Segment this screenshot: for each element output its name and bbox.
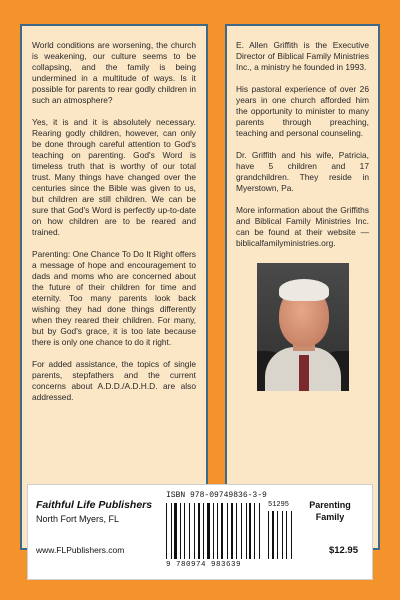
barcode-gap — [229, 503, 230, 559]
ean-digits: 9 780974 983639 — [166, 561, 242, 569]
addon-bar — [277, 511, 278, 559]
barcode-gap — [182, 503, 183, 559]
publisher-block — [36, 499, 166, 524]
barcode-gap — [247, 503, 248, 559]
author-bio-panel — [225, 24, 380, 550]
barcode-gap — [196, 503, 197, 559]
barcode-gap — [168, 503, 170, 559]
isbn-text: ISBN 978-09749836-3-9 — [166, 491, 267, 500]
barcode-gap — [237, 503, 240, 559]
barcode-gap — [191, 503, 194, 559]
barcode-bar — [171, 503, 172, 559]
synopsis-paragraph-1: World conditions are worsening, the church is weakening, our culture seems to be collapsing, and the family is being undermined in a multitude of ways. Is it possible for parents to rear godly children in such an atmosphere? — [32, 40, 196, 105]
synopsis-paragraph-3: Parenting: One Chance To Do It Right offers a message of hope and encouragement to dads and moms who are concerned about the future of their children for time and eternity. Too many parents look back wishing they had done things differently when they reared their children. For many, but by God's grace, it is too late because there is only one chance to do it right. — [32, 249, 196, 347]
ean-bars — [166, 503, 264, 559]
barcode-bar — [198, 503, 200, 559]
addon-bar — [268, 511, 269, 559]
barcode-bar — [254, 503, 255, 559]
addon-gap — [288, 511, 290, 559]
barcode-bar — [189, 503, 190, 559]
addon-gap — [279, 511, 281, 559]
synopsis-paragraph-2: Yes, it is and it is absolutely necessary. Rearing godly children, however, can only be done through careful attention to God's teaching on parenting. God's Word is timeless truth that is worthy of our total trust. Many things have changed over the centuries since the Bible was given to us, but children are still children. We can be sure that God's Word is perfectly up-to-date on how children are to be reared and trained. — [32, 117, 196, 237]
addon-bar — [286, 511, 287, 559]
addon-bar — [291, 511, 292, 559]
barcode-gap — [224, 503, 227, 559]
addon-gap — [275, 511, 276, 559]
addon-bar — [282, 511, 283, 559]
barcode-gap — [211, 503, 212, 559]
bio-paragraph-1: E. Allen Griffith is the Executive Director of Biblical Family Ministries Inc., a ministry he founded in 1993. — [236, 40, 369, 72]
category-label: Parenting Family — [309, 500, 351, 522]
synopsis-paragraph-4: For added assistance, the topics of single parents, stepfathers and the current concerns about A.D.D./A.D.H.D. are also addressed. — [32, 359, 196, 402]
publisher-location: North Fort Myers, FL — [36, 514, 120, 524]
barcode-bar — [194, 503, 195, 559]
barcode-gap — [201, 503, 203, 559]
barcode-gap — [219, 503, 220, 559]
barcode-bar — [231, 503, 233, 559]
barcode-bar — [207, 503, 210, 559]
barcode-bar — [246, 503, 247, 559]
bio-paragraph-2: His pastoral experience of over 26 years in one church afforded him the opportunity to minister to many parents through preaching, teaching and personal counseling. — [236, 84, 369, 138]
barcode-bar — [259, 503, 260, 559]
barcode-gap — [256, 503, 259, 559]
barcode-gap — [215, 503, 217, 559]
publisher-name: Faithful Life Publishers — [36, 499, 153, 511]
author-photo — [257, 263, 349, 391]
barcode-bar — [184, 503, 185, 559]
barcode-bar — [213, 503, 214, 559]
barcode-gap — [205, 503, 206, 559]
isbn-barcode — [166, 491, 296, 575]
barcode-gap — [178, 503, 179, 559]
barcode-gap — [172, 503, 173, 559]
bio-paragraph-3: Dr. Griffith and his wife, Patricia, have 5 children and 17 grandchildren. They reside in Myerstown, Pa. — [236, 150, 369, 193]
barcode-bar — [166, 503, 167, 559]
barcode-gap — [243, 503, 245, 559]
addon-gap — [284, 511, 285, 559]
barcode-bar — [203, 503, 204, 559]
bio-paragraph-4: More information about the Griffiths and Biblical Family Ministries Inc. can be found at their website — biblicalfamilyministries.org. — [236, 205, 369, 248]
addon-gap — [270, 511, 271, 559]
barcode-gap — [234, 503, 235, 559]
barcode-bar — [174, 503, 177, 559]
addon-bar — [272, 511, 274, 559]
barcode-bar — [227, 503, 228, 559]
barcode-bar — [180, 503, 182, 559]
price-label: $12.95 — [328, 545, 358, 556]
barcode-bar — [249, 503, 251, 559]
addon-bars — [268, 511, 296, 559]
barcode-bar — [217, 503, 218, 559]
addon-digits: 51295 — [268, 501, 290, 509]
barcode-bar — [236, 503, 237, 559]
barcode-bar — [221, 503, 223, 559]
synopsis-panel — [20, 24, 208, 550]
barcode-gap — [261, 503, 263, 559]
publisher-url: www.FLPublishers.com — [36, 545, 125, 555]
barcode-gap — [252, 503, 253, 559]
barcode-gap — [186, 503, 188, 559]
barcode-bar — [241, 503, 242, 559]
barcode-info-box — [27, 484, 373, 580]
